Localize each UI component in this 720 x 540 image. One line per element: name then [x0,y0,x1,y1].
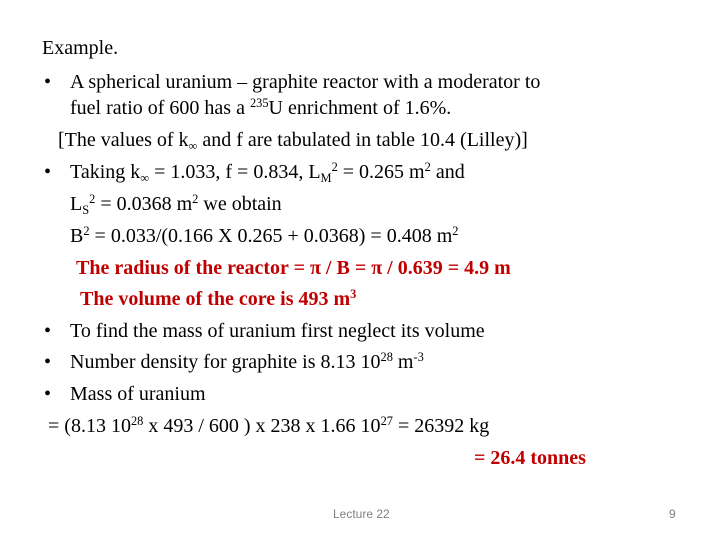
tabulated-note: [The values of $k_\infty$ and f are tabulated in table 10.4 (Lilley)] [58,129,528,153]
bullet-2-line-3: $B^2 = 0.033/(0.166$ X 0.265 + 0.0368) = 0.408 $m^2$ [70,224,459,247]
slide-title: Example. [42,37,119,59]
slide-number: 9 [669,507,676,521]
bullet-1-line-1: A spherical uranium – graphite reactor with a moderator to [70,71,541,93]
bullet-3-text: To find the mass of uranium first neglect its volume [70,320,485,342]
mass-tonnes-result: = 26.4 tonnes [474,447,586,469]
bullet-4-marker: • [44,351,52,373]
bullet-5-line-1: Mass of uranium [70,383,206,405]
bullet-2-line-2: $L_S^2 = 0.0368$ $m^2$ we obtain [70,192,282,217]
uranium-mass-equation: = (8.13 $10^{28}$ x 493 / 600 ) x 238 x 1.66 $10^{27} = 26392$ kg [48,414,490,437]
bullet-4-text: Number density for graphite is 8.13 $10^{28}$ $m^{-3}$ [70,350,424,373]
bullet-2-line-1: Taking $k_\infty = 1.033$, f = 0.834, $L_M^2 = 0.265$ $m^2$ and [70,160,465,185]
reactor-radius-result: The radius of the reactor = π / B = π / 0.639 = 4.9 m [76,257,511,279]
footer-lecture-label: Lecture 22 [333,507,390,521]
bullet-2-marker: • [44,161,52,183]
bullet-3-marker: • [44,320,52,342]
core-volume-result: The volume of the core is 493 $m^3$ [80,287,357,310]
bullet-5-marker: • [44,383,52,405]
bullet-1-marker: • [44,71,52,93]
bullet-1-line-2: fuel ratio of 600 has a $^{235}$U enrichment of 1.6%. [70,96,452,119]
